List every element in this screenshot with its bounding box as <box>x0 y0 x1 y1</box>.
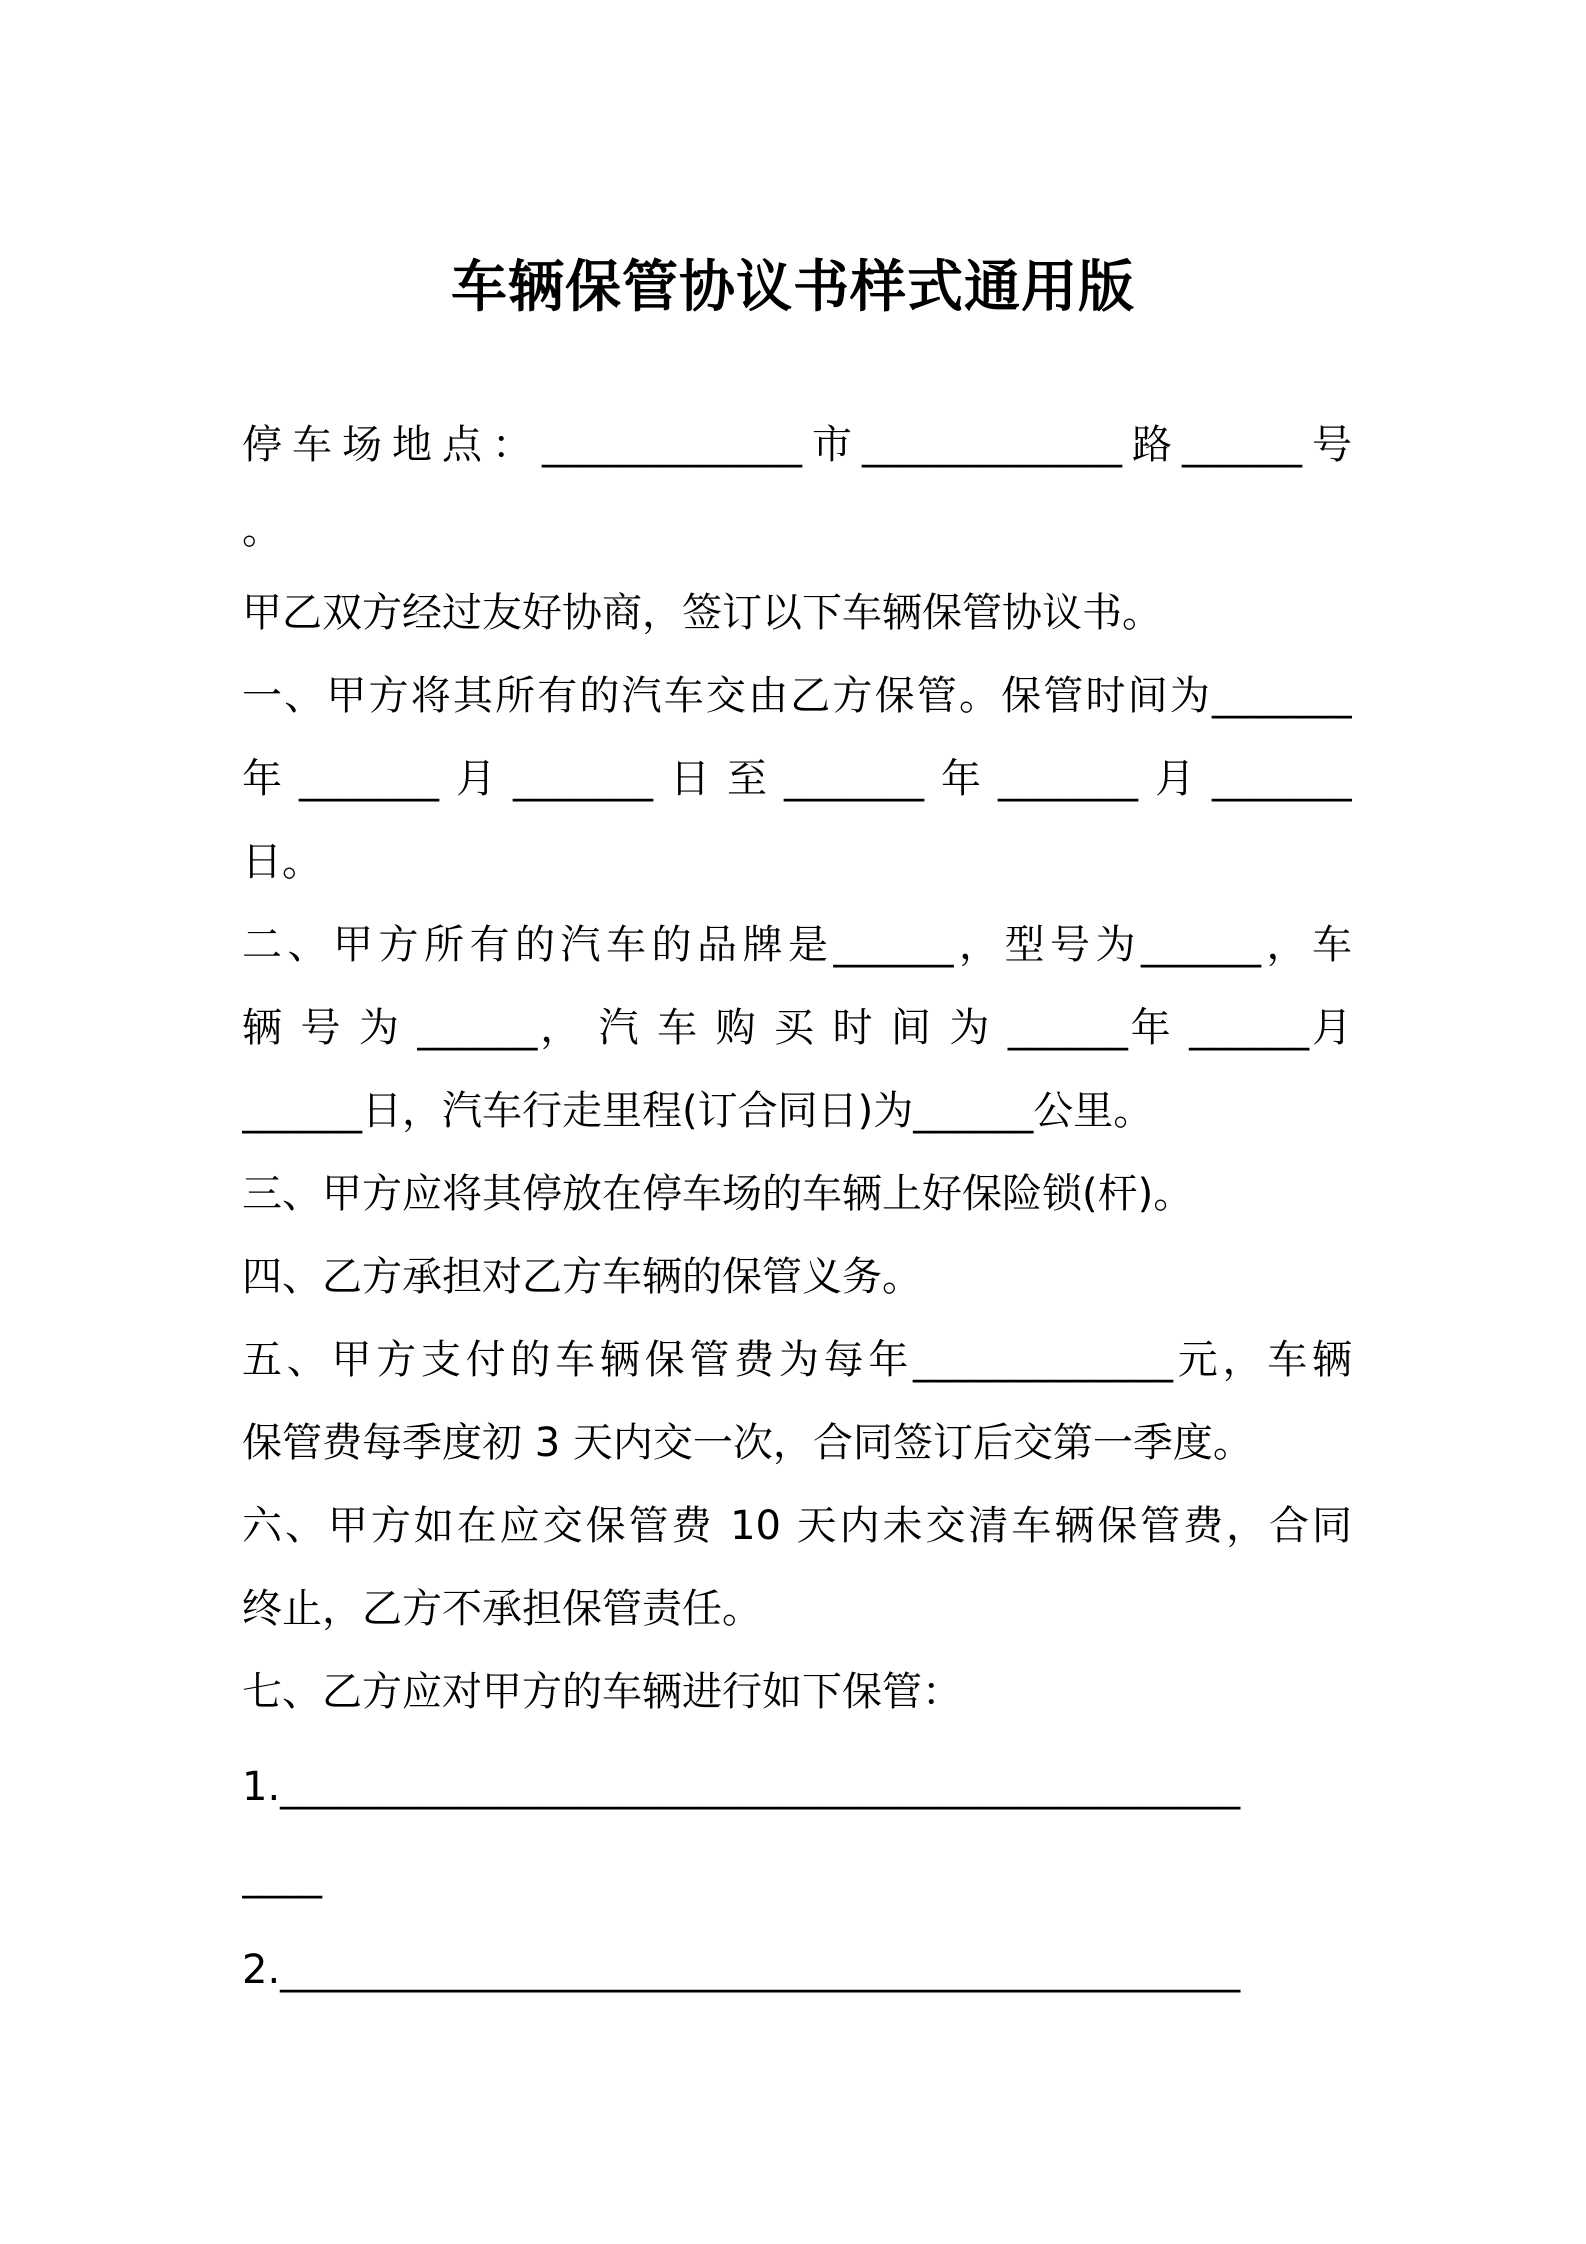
clause-6-line-1: 六、甲方如在应交保管费 10 天内未交清车辆保管费，合同 <box>242 1503 1352 1549</box>
clause-1-line-3: 日。 <box>242 839 322 885</box>
parking-location-line-end: 。 <box>242 507 282 553</box>
item-2: 2.________________________________________________ <box>242 1947 1241 1993</box>
clause-1-line-2: 年_______月_______日至_______年_______月_______ <box>242 756 1352 802</box>
clause-5-line-2: 保管费每季度初 3 天内交一次，合同签订后交第一季度。 <box>242 1420 1253 1466</box>
clause-2-line-1: 二、甲方所有的汽车的品牌是______，型号为______，车 <box>242 922 1352 968</box>
intro-paragraph: 甲乙双方经过友好协商，签订以下车辆保管协议书。 <box>242 590 1162 636</box>
clause-3: 三、甲方应将其停放在停车场的车辆上好保险锁(杆)。 <box>242 1171 1194 1217</box>
clause-6-line-2: 终止，乙方不承担保管责任。 <box>242 1586 762 1632</box>
clause-2-line-3: ______日，汽车行走里程(订合同日)为______公里。 <box>242 1088 1154 1134</box>
item-1-line-2: ____ <box>242 1853 322 1899</box>
clause-1-line-1: 一、甲方将其所有的汽车交由乙方保管。保管时间为_______ <box>242 673 1352 719</box>
item-1-line-1: 1.________________________________________________ <box>242 1764 1241 1810</box>
clause-5-line-1: 五、甲方支付的车辆保管费为每年_____________元，车辆 <box>242 1337 1352 1383</box>
clause-7: 七、乙方应对甲方的车辆进行如下保管： <box>242 1669 962 1715</box>
clause-4: 四、乙方承担对乙方车辆的保管义务。 <box>242 1254 922 1300</box>
parking-location-line: 停车场地点：_____________市_____________路______号 <box>242 422 1352 468</box>
document-title: 车辆保管协议书样式通用版 <box>451 255 1135 320</box>
clause-2-line-2: 辆 号 为 ______， 汽 车 购 买 时 间 为 ______年 ______月 <box>242 1005 1352 1051</box>
